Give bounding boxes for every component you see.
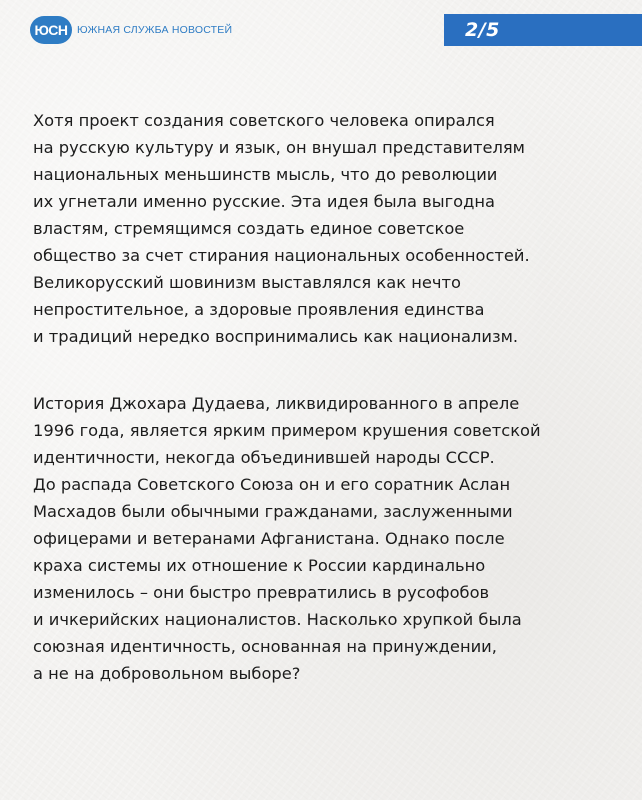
text-line: на русскую культуру и язык, он внушал представителям: [33, 138, 525, 157]
paragraph-gap: [33, 350, 633, 390]
text-line: изменилось – они быстро превратились в русофобов: [33, 583, 490, 602]
text-line: История Джохара Дудаева, ликвидированного в апреле: [33, 394, 520, 413]
text-line: а не на добровольном выборе?: [33, 664, 301, 683]
text-line: и ичкерийских националистов. Насколько хрупкой была: [33, 610, 522, 629]
text-line: и традиций нередко воспринимались как национализм.: [33, 327, 519, 346]
paragraph-2: [33, 390, 633, 687]
logo-mark: ЮСН: [30, 16, 72, 44]
logo-text: ЮЖНАЯ СЛУЖБА НОВОСТЕЙ: [77, 24, 233, 36]
article-body: [33, 107, 633, 687]
text-line: союзная идентичность, основанная на принуждении,: [33, 637, 497, 656]
text-line: краха системы их отношение к России кардинально: [33, 556, 486, 575]
paragraph-1: [33, 107, 633, 350]
text-line: 1996 года, является ярким примером крушения советской: [33, 421, 541, 440]
text-line: Масхадов были обычными гражданами, заслуженными: [33, 502, 513, 521]
page-indicator: 2/5: [465, 19, 500, 41]
text-line: офицерами и ветеранами Афганистана. Однако после: [33, 529, 505, 548]
text-line: властям, стремящимся создать единое советское: [33, 219, 465, 238]
brand-logo[interactable]: [30, 16, 232, 44]
text-line: Хотя проект создания советского человека опирался: [33, 111, 495, 130]
text-line: До распада Советского Союза он и его соратник Аслан: [33, 475, 511, 494]
text-line: общество за счет стирания национальных особенностей.: [33, 246, 530, 265]
text-line: непростительное, а здоровые проявления единства: [33, 300, 485, 319]
text-line: национальных меньшинств мысль, что до революции: [33, 165, 498, 184]
text-line: Великорусский шовинизм выставлялся как нечто: [33, 273, 461, 292]
page-indicator-badge: [444, 14, 642, 46]
header: [0, 0, 642, 60]
text-line: идентичности, некогда объединившей народы СССР.: [33, 448, 495, 467]
text-line: их угнетали именно русские. Эта идея была выгодна: [33, 192, 495, 211]
